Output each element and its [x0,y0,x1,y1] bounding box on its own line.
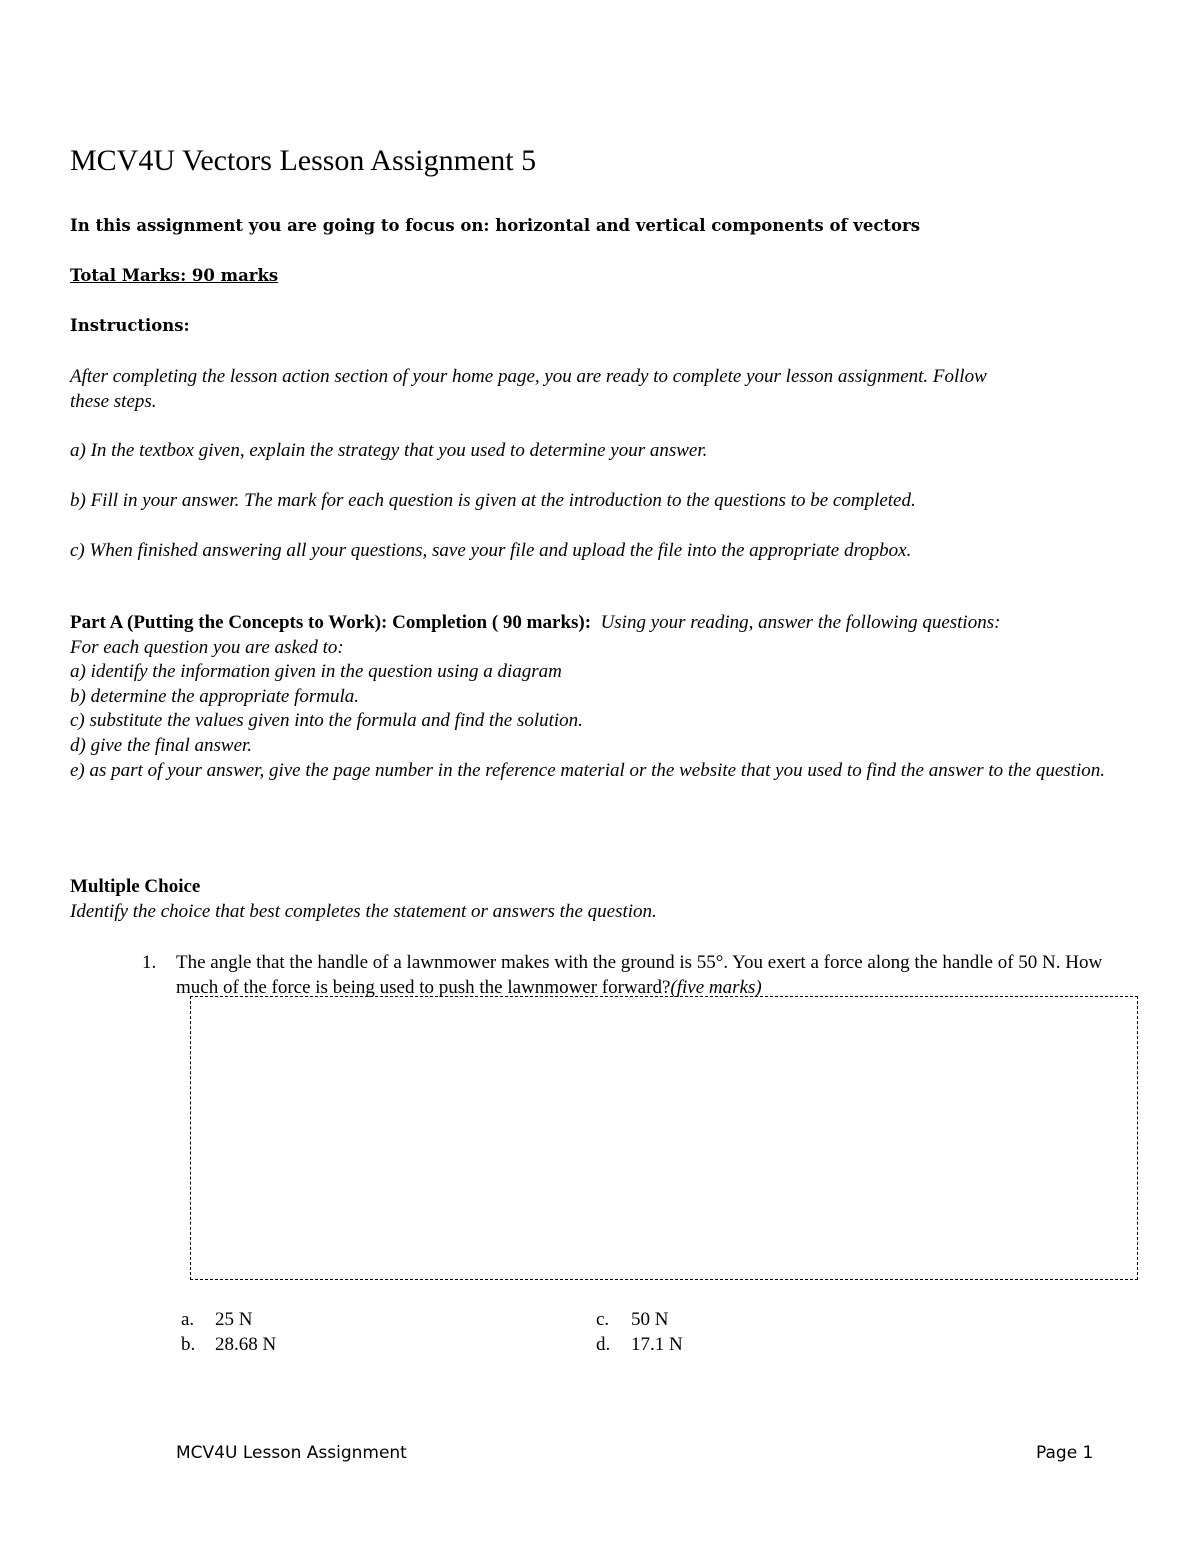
page-number: Page 1 [1036,1443,1094,1463]
part-a-item: a) identify the information given in the question using a diagram [70,661,562,683]
question-stem: The angle that the handle of a lawnmower makes with the ground is 55°. You exert a force along the handle of 50 N. How much of the force is being used to push the lawnmower forward? [176,952,1103,998]
part-a-item: c) substitute the values given into the formula and find the solution. [70,710,583,732]
choice-letter: a. [181,1309,195,1330]
choice-letter: d. [596,1334,611,1355]
question-marks: (five marks) [670,977,762,998]
assignment-focus: In this assignment you are going to focus on: horizontal and vertical components of vectors [70,216,921,235]
answer-textbox[interactable] [190,996,1138,1280]
choice-option-c[interactable]: 50 N [631,1309,669,1330]
instruction-step-c: c) When finished answering all your questions, save your file and upload the file into the appropriate dropbox. [70,540,912,561]
question-number: 1. [142,952,157,973]
part-a-item: e) as part of your answer, give the page number in the reference material or the website that you used to find the answer to the question. [70,759,1105,781]
part-a-for-each: For each question you are asked to: [70,636,344,658]
part-a-item: b) determine the appropriate formula. [70,685,360,707]
multiple-choice-heading: Multiple Choice [70,876,201,897]
part-a-heading: Part A (Putting the Concepts to Work): Completion ( 90 marks): [70,612,592,633]
page-title: MCV4U Vectors Lesson Assignment 5 [70,144,537,177]
instruction-step-b: b) Fill in your answer. The mark for each question is given at the introduction to the questions to be completed. [70,490,916,511]
part-a-section [70,611,1130,783]
choice-option-a[interactable]: 25 N [215,1309,253,1330]
instruction-step-a: a) In the textbox given, explain the strategy that you used to determine your answer. [70,440,708,461]
part-a-lead: Using your reading, answer the following questions: [600,612,1001,633]
choice-letter: c. [596,1309,610,1330]
instructions-intro-line2: these steps. [70,391,157,412]
instructions-intro-line1: After completing the lesson action section of your home page, you are ready to complete your lesson assignment. Follow [70,366,987,387]
total-marks: Total Marks: 90 marks [70,266,279,285]
question-text [176,950,1116,1000]
footer-left: MCV4U Lesson Assignment [176,1443,407,1463]
multiple-choice-subheading: Identify the choice that best completes the statement or answers the question. [70,901,657,922]
choice-option-d[interactable]: 17.1 N [631,1334,683,1355]
instructions-heading: Instructions: [70,316,190,335]
choice-option-b[interactable]: 28.68 N [215,1334,277,1355]
choice-letter: b. [181,1334,196,1355]
part-a-item: d) give the final answer. [70,734,253,756]
